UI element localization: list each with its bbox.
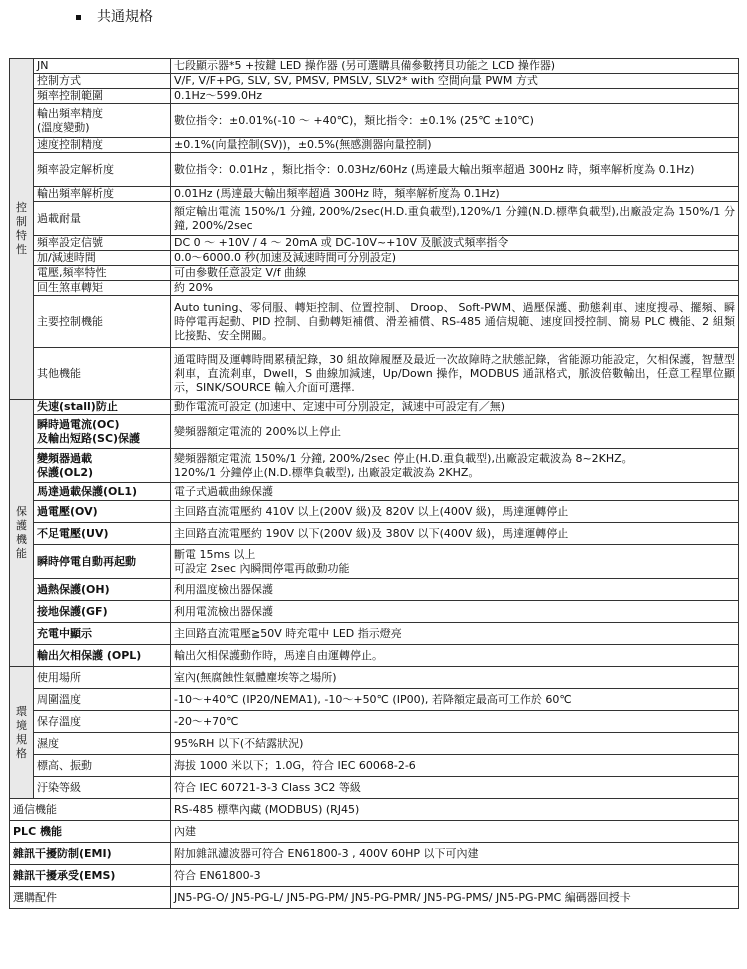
row-label: 頻率設定解析度	[34, 153, 171, 187]
row-label: 速度控制精度	[34, 138, 171, 153]
table-row	[10, 711, 739, 733]
row-value: 約 20%	[171, 281, 739, 296]
table-row	[10, 865, 739, 887]
table-row	[10, 887, 739, 909]
row-value: 可由參數任意設定 V/f 曲線	[171, 266, 739, 281]
row-value: -20～+70℃	[171, 711, 739, 733]
row-label: 頻率設定信號	[34, 236, 171, 251]
heading-text: 共通規格	[97, 9, 153, 25]
row-label: 失速(stall)防止	[34, 400, 171, 415]
table-row	[10, 449, 739, 483]
row-value: Auto tuning、零伺服、轉矩控制、位置控制、 Droop、 Soft-PWM、過壓保護、動態剎車、速度搜尋、擺頻、瞬時停電再起動、PID 控制、自動轉矩補償、滑差補償、RS-485 通信規範、速度回授控制、簡易 PLC 機能、2 組類比接點、安全開關。	[171, 296, 739, 348]
row-label: 電壓,頻率特性	[34, 266, 171, 281]
row-label: 輸出頻率解析度	[34, 187, 171, 202]
table-row	[10, 843, 739, 865]
row-label: 使用場所	[34, 667, 171, 689]
row-value: 輸出欠相保護動作時，馬達自由運轉停止。	[171, 645, 739, 667]
row-value: 利用溫度檢出器保護	[171, 579, 739, 601]
row-label: 瞬時過電流(OC) 及輸出短路(SC)保護	[34, 415, 171, 449]
row-value: 變頻器額定電流 150%/1 分鐘, 200%/2sec 停止(H.D.重負載型),出廠設定載波為 8~2KHZ。 120%/1 分鐘停止(N.D.標準負載型), 出廠設定載波為 2KHZ。	[171, 449, 739, 483]
row-value: 主回路直流電壓約 410V 以上(200V 級)及 820V 以上(400V 級)，馬達運轉停止	[171, 501, 739, 523]
row-value: 室內(無腐蝕性氣體塵埃等之場所)	[171, 667, 739, 689]
table-row	[10, 400, 739, 415]
row-label: PLC 機能	[10, 821, 171, 843]
row-value: 變頻器額定電流的 200%以上停止	[171, 415, 739, 449]
table-row	[10, 579, 739, 601]
row-value: 數位指令：0.01Hz ，類比指令：0.03Hz/60Hz (馬達最大輸出頻率超過 300Hz 時，頻率解析度為 0.1Hz)	[171, 153, 739, 187]
row-label: 輸出欠相保護 (OPL)	[34, 645, 171, 667]
table-row	[10, 523, 739, 545]
row-value: 附加雜訊濾波器可符合 EN61800-3 , 400V 60HP 以下可內建	[171, 843, 739, 865]
bullet-icon	[76, 15, 81, 20]
row-label: 其他機能	[34, 348, 171, 400]
row-label: 過電壓(OV)	[34, 501, 171, 523]
row-label: 充電中顯示	[34, 623, 171, 645]
table-row	[10, 623, 739, 645]
row-label: 雜訊干擾防制(EMI)	[10, 843, 171, 865]
row-value: 95%RH 以下(不結露狀況)	[171, 733, 739, 755]
row-value: 主回路直流電壓約 190V 以下(200V 級)及 380V 以下(400V 級)，馬達運轉停止	[171, 523, 739, 545]
row-value: 通電時間及運轉時間累積記錄，30 組故障履歷及最近一次故障時之狀態記錄，省能源功能設定，欠相保護，智慧型剎車，直流剎車，Dwell，S 曲線加減速，Up/Down 操作，MODBUS 通訊格式，脈波倍數輸出，任意工程單位顯示，SINK/SOURCE 輸入介面可選擇.	[171, 348, 739, 400]
row-label: 接地保護(GF)	[34, 601, 171, 623]
table-row	[10, 415, 739, 449]
row-value: 海拔 1000 米以下；1.0G，符合 IEC 60068-2-6	[171, 755, 739, 777]
row-value: 主回路直流電壓≧50V 時充電中 LED 指示燈亮	[171, 623, 739, 645]
row-label: 標高、振動	[34, 755, 171, 777]
row-value: 七段顯示器*5 +按鍵 LED 操作器 (另可選購具備參數拷貝功能之 LCD 操作器)	[171, 59, 739, 74]
category-protection: 保護機能	[10, 400, 34, 667]
table-row	[10, 59, 739, 74]
table-row	[10, 601, 739, 623]
row-label: 周圍溫度	[34, 689, 171, 711]
row-label: 汙染等級	[34, 777, 171, 799]
row-value: 符合 IEC 60721-3-3 Class 3C2 等級	[171, 777, 739, 799]
row-value: 斷電 15ms 以上 可設定 2sec 內瞬間停電再啟動功能	[171, 545, 739, 579]
table-row	[10, 348, 739, 400]
row-value: V/F, V/F+PG, SLV, SV, PMSV, PMSLV, SLV2* with 空間向量 PWM 方式	[171, 74, 739, 89]
table-row	[10, 251, 739, 266]
row-value: JN5-PG-O/ JN5-PG-L/ JN5-PG-PM/ JN5-PG-PMR/ JN5-PG-PMS/ JN5-PG-PMC 編碼器回授卡	[171, 887, 739, 909]
table-row	[10, 153, 739, 187]
row-value: 0.1Hz～599.0Hz	[171, 89, 739, 104]
table-row	[10, 138, 739, 153]
table-row	[10, 667, 739, 689]
row-value: 0.0～6000.0 秒(加速及減速時間可分別設定)	[171, 251, 739, 266]
row-value: 利用電流檢出器保護	[171, 601, 739, 623]
row-value: RS-485 標準內藏 (MODBUS) (RJ45)	[171, 799, 739, 821]
table-row	[10, 74, 739, 89]
row-value: 0.01Hz (馬達最大輸出頻率超過 300Hz 時，頻率解析度為 0.1Hz)	[171, 187, 739, 202]
table-row	[10, 89, 739, 104]
category-control: 控制特性	[10, 59, 34, 400]
table-row	[10, 777, 739, 799]
table-row	[10, 689, 739, 711]
row-value: 數位指令：±0.01%(-10 ～ +40℃)，類比指令：±0.1% (25℃ ±10℃)	[171, 104, 739, 138]
row-label: 通信機能	[10, 799, 171, 821]
row-label: 馬達過載保護(OL1)	[34, 483, 171, 501]
row-value: -10～+40℃ (IP20/NEMA1), -10～+50℃ (IP00), 若降額定最高可工作於 60℃	[171, 689, 739, 711]
table-row	[10, 755, 739, 777]
table-row	[10, 296, 739, 348]
row-label: 濕度	[34, 733, 171, 755]
table-row	[10, 266, 739, 281]
table-row	[10, 236, 739, 251]
row-label: 主要控制機能	[34, 296, 171, 348]
row-label: 不足電壓(UV)	[34, 523, 171, 545]
row-value: 電子式過載曲線保護	[171, 483, 739, 501]
table-row	[10, 281, 739, 296]
row-label: 控制方式	[34, 74, 171, 89]
row-value: DC 0 ～ +10V / 4 ～ 20mA 或 DC-10V~+10V 及脈波式頻率指令	[171, 236, 739, 251]
category-environment: 環境規格	[10, 667, 34, 799]
row-value: 額定輸出電流 150%/1 分鐘, 200%/2sec(H.D.重負載型),120%/1 分鐘(N.D.標準負載型),出廠設定為 150%/1 分鐘, 200%/2sec	[171, 202, 739, 236]
row-label: 頻率控制範圍	[34, 89, 171, 104]
row-label: 輸出頻率精度 (溫度變動)	[34, 104, 171, 138]
row-label: 回生煞車轉矩	[34, 281, 171, 296]
table-row	[10, 645, 739, 667]
table-row	[10, 821, 739, 843]
table-row	[10, 187, 739, 202]
row-label: 瞬時停電自動再起動	[34, 545, 171, 579]
row-label: 選購配件	[10, 887, 171, 909]
row-label: JN	[34, 59, 171, 74]
table-row	[10, 545, 739, 579]
row-label: 雜訊干擾承受(EMS)	[10, 865, 171, 887]
row-label: 過熱保護(OH)	[34, 579, 171, 601]
spec-table	[9, 58, 739, 909]
row-value: 動作電流可設定 (加速中、定速中可分別設定，減速中可設定有／無)	[171, 400, 739, 415]
table-row	[10, 104, 739, 138]
table-row	[10, 202, 739, 236]
row-value: 內建	[171, 821, 739, 843]
row-value: 符合 EN61800-3	[171, 865, 739, 887]
row-value: ±0.1%(向量控制(SV))，±0.5%(無感測器向量控制)	[171, 138, 739, 153]
row-label: 加/減速時間	[34, 251, 171, 266]
row-label: 保存溫度	[34, 711, 171, 733]
table-row	[10, 799, 739, 821]
section-heading	[76, 6, 153, 26]
table-row	[10, 483, 739, 501]
table-row	[10, 733, 739, 755]
row-label: 過載耐量	[34, 202, 171, 236]
row-label: 變頻器過載 保護(OL2)	[34, 449, 171, 483]
table-row	[10, 501, 739, 523]
